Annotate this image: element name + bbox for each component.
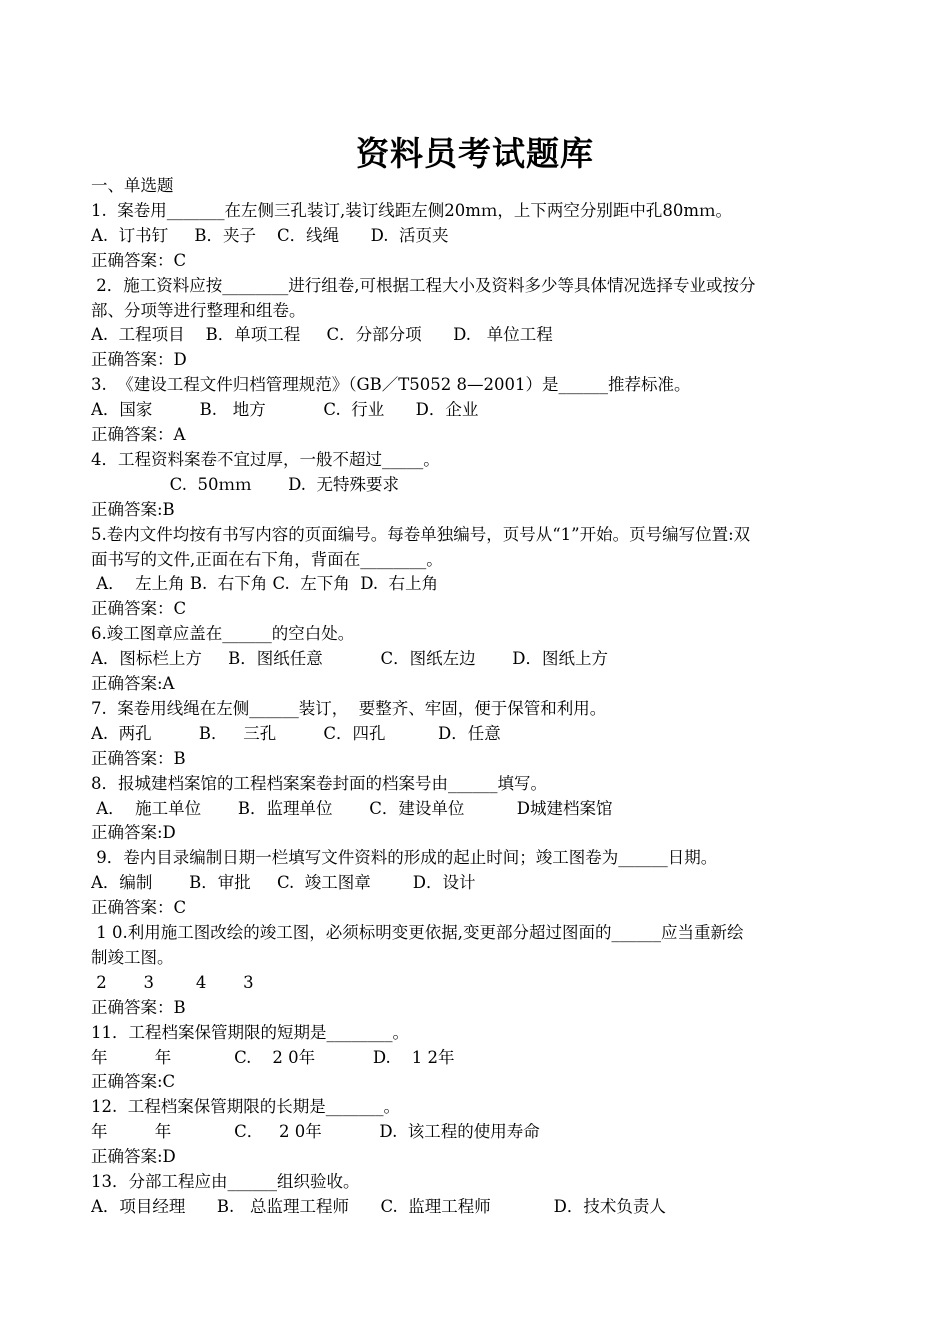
text-line: A． 左上角 B. 右下角 C. 左下角 D. 右上角	[91, 574, 439, 594]
text-line: A．编制 B．审批 C. 竣工图章 D．设计	[91, 873, 476, 893]
text-line: 正确答案:B	[91, 499, 175, 519]
text-line: 4．工程资料案卷不宜过厚，一般不超过_____。	[91, 449, 440, 469]
text-line: 面书写的文件,正面在右下角，背面在________。	[91, 549, 443, 569]
text-line: 年 年 C. 2 0年 D. 1 2年	[91, 1047, 455, 1067]
text-line: A．国家 B. 地方 C. 行业 D．企业	[91, 400, 479, 420]
text-line: A. 订书钉 B．夹子 C．线绳 D. 活页夹	[91, 225, 449, 245]
text-line: 11．工程档案保管期限的短期是________。	[91, 1022, 409, 1042]
text-line: A． 施工单位 B．监理单位 C．建设单位 D城建档案馆	[91, 798, 613, 818]
text-line: 正确答案:D	[91, 823, 176, 843]
text-line: 13．分部工程应由______组织验收。	[91, 1172, 360, 1191]
text-line: A. 工程项目 B．单项工程 C．分部分项 D. 单位工程	[91, 325, 553, 345]
text-line: 2 3 4 3	[91, 972, 254, 992]
text-line: 3. 《建设工程文件归档管理规范》（GB／T5052 8—2001）是______推荐标准。	[91, 375, 691, 395]
text-line: 8．报城建档案馆的工程档案案卷封面的档案号由______填写。	[91, 773, 547, 793]
text-line: 1 0.利用施工图改绘的竣工图，必须标明变更依据,变更部分超过图面的______应当重新绘	[91, 923, 744, 942]
text-line: C. 50ｍｍ D. 无特殊要求	[91, 474, 400, 494]
text-line: A．图标栏上方 B．图纸任意 C．图纸左边 D．图纸上方	[91, 649, 609, 669]
text-line: 正确答案：C	[91, 898, 187, 918]
text-line: 正确答案：B	[91, 997, 186, 1017]
text-line: 9．卷内目录编制日期一栏填写文件资料的形成的起止时间；竣工图卷为______日期。	[91, 848, 718, 868]
text-line: 正确答案：C	[91, 599, 187, 619]
text-line: 年 年 C． 2 0年 D. 该工程的使用寿命	[91, 1122, 540, 1142]
text-line: 部、分项等进行整理和组卷。	[91, 300, 306, 320]
text-line: A．项目经理 B. 总监理工程师 C. 监理工程师 D．技术负责人	[91, 1196, 666, 1216]
text-line: 制竣工图。	[91, 947, 174, 967]
page-title: 资料员考试题库	[356, 134, 594, 173]
text-line: 1. 案卷用_______在左侧三孔装订,装订线距左侧20mｍ，上下两空分别距中孔80mｍ。	[91, 200, 733, 220]
text-line: 正确答案:A	[91, 674, 175, 693]
text-line: 6.竣工图章应盖在______的空白处。	[91, 624, 355, 644]
text-line: 正确答案:D	[91, 1147, 176, 1167]
text-line: 正确答案：D	[91, 350, 187, 370]
text-line: 正确答案：C	[91, 250, 187, 270]
text-line: 2．施工资料应按________进行组卷,可根据工程大小及资料多少等具体情况选择专业或按分	[91, 275, 756, 295]
text-line: 5.卷内文件均按有书写内容的页面编号。每卷单独编号，页号从“1”开始。页号编写位置:双	[91, 524, 751, 544]
text-line: 正确答案：B	[91, 748, 186, 768]
text-line: 7. 案卷用线绳在左侧______装订， 要整齐、牢固，便于保管和利用。	[91, 698, 607, 718]
text-line: 12. 工程档案保管期限的长期是_______。	[91, 1097, 400, 1117]
text-line: 一、单选题	[91, 176, 174, 195]
text-line: 正确答案：A	[91, 425, 186, 444]
text-line: A. 两孔 B． 三孔 C．四孔 D．任意	[91, 723, 501, 743]
text-line: 正确答案:C	[91, 1072, 176, 1092]
